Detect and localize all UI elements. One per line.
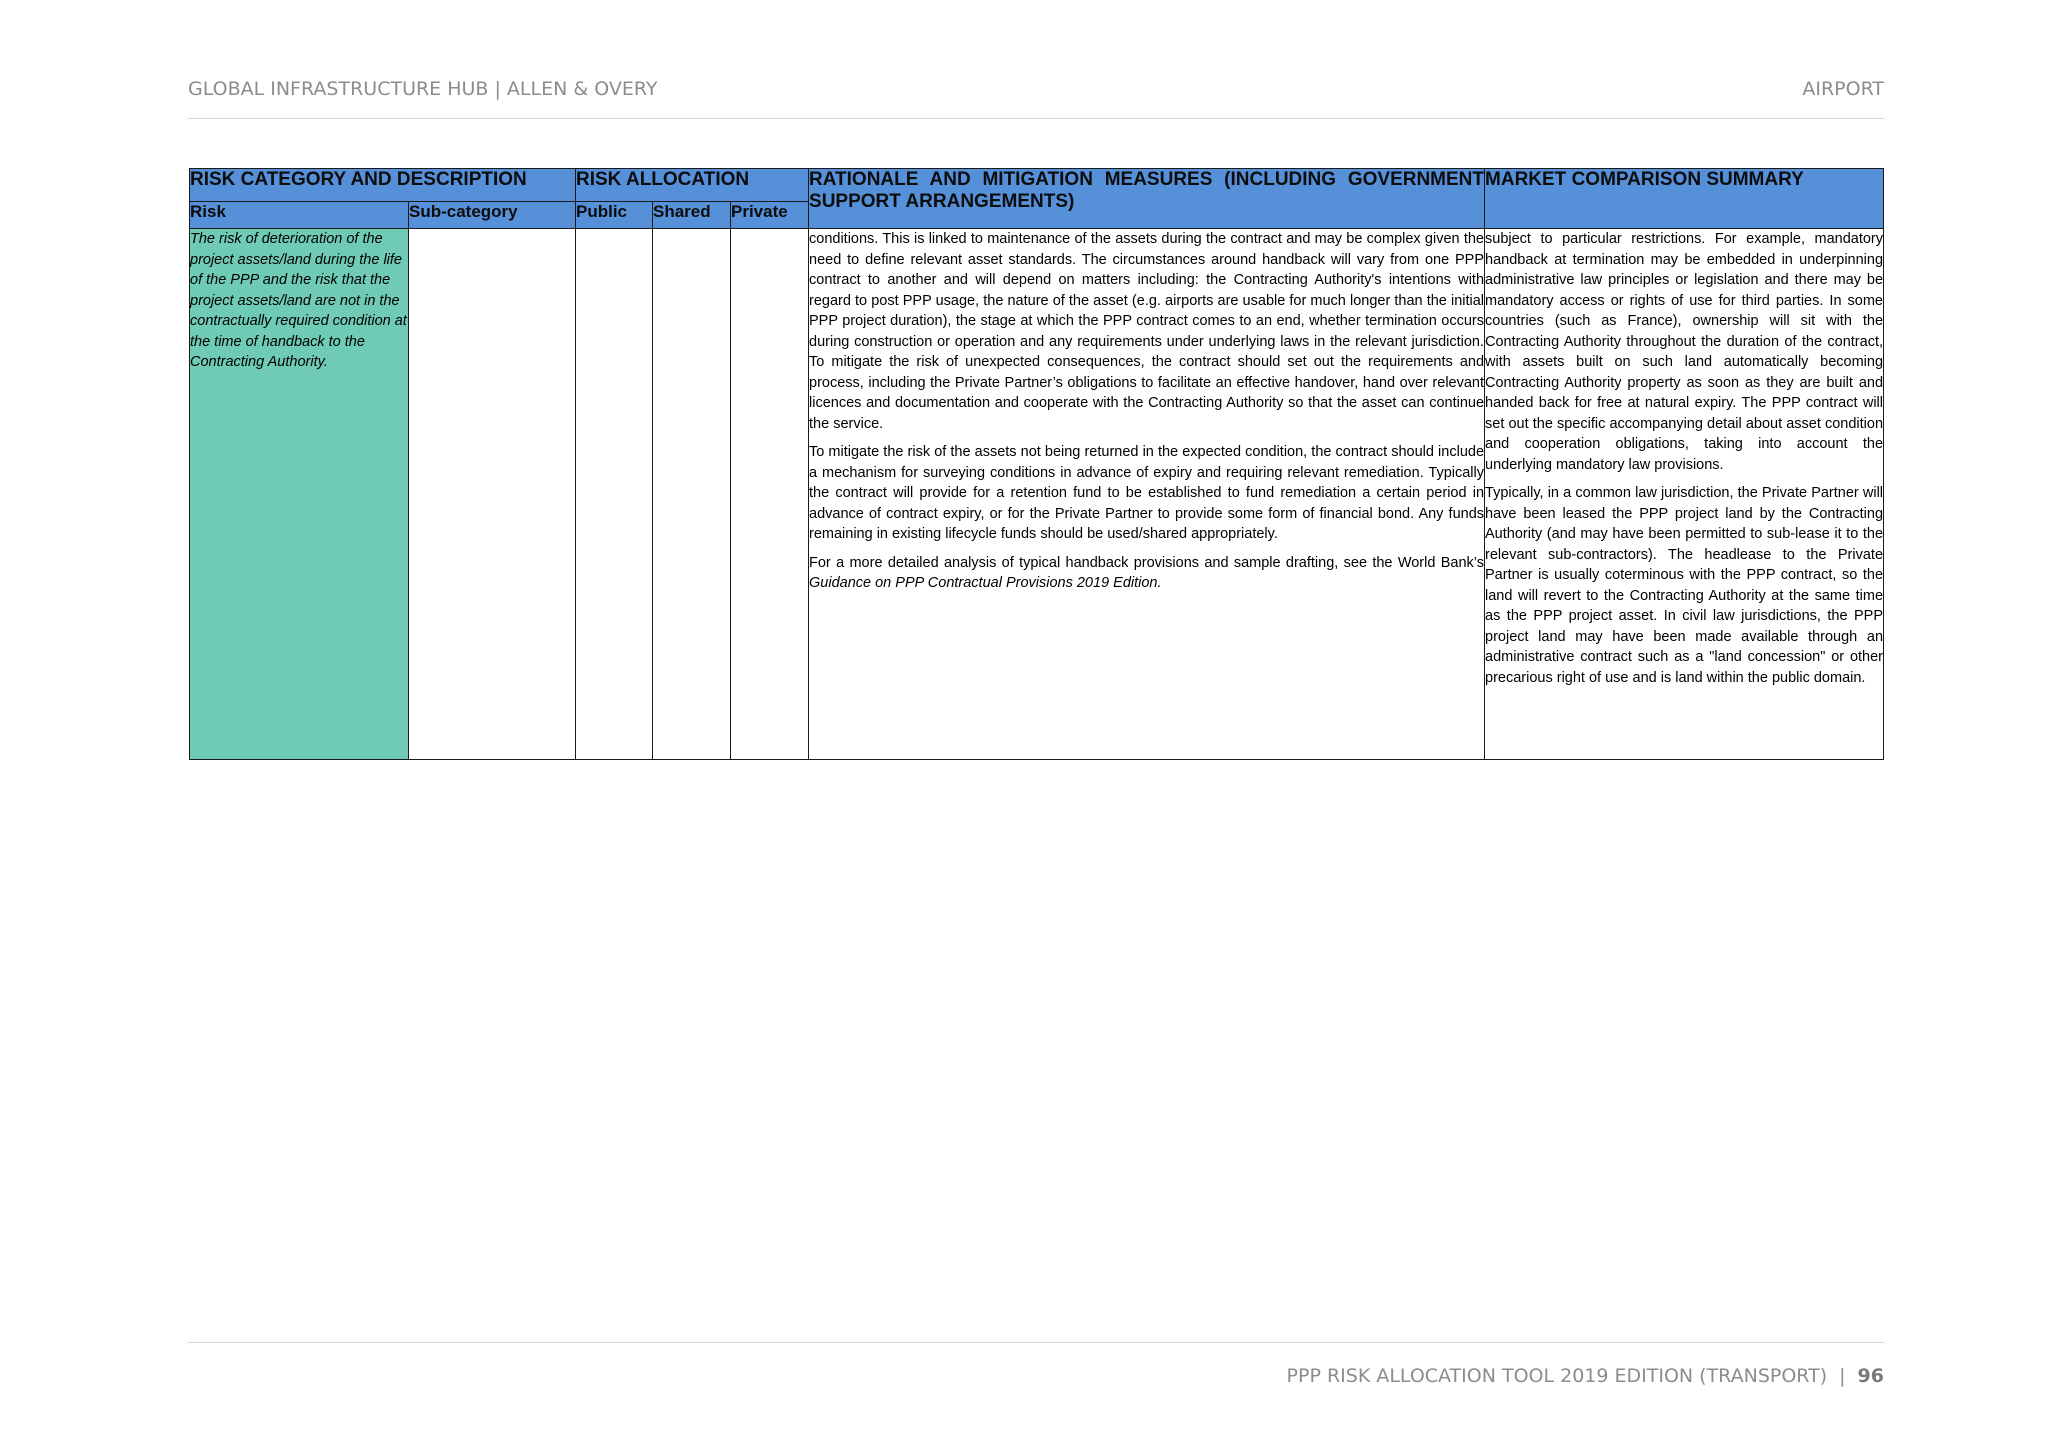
- guidance-reference: Guidance on PPP Contractual Provisions 2019 Edition.: [809, 575, 1162, 591]
- header-section-title: AIRPORT: [1802, 78, 1884, 100]
- header-risk: Risk: [190, 202, 409, 229]
- header-left-title: GLOBAL INFRASTRUCTURE HUB | ALLEN & OVERY: [188, 78, 658, 100]
- header-risk-allocation: RISK ALLOCATION: [576, 169, 809, 202]
- header-private: Private: [731, 202, 809, 229]
- market-comparison-cell: [1485, 229, 1884, 760]
- header-rationale: RATIONALE AND MITIGATION MEASURES (INCLUDING GOVERNMENT SUPPORT ARRANGEMENTS): [809, 169, 1485, 229]
- table-header-row-1: [190, 169, 1884, 202]
- rationale-cell: [809, 229, 1485, 760]
- header-shared: Shared: [653, 202, 731, 229]
- footer-separator: |: [1839, 1365, 1846, 1387]
- market-paragraph-1: subject to particular restrictions. For example, mandatory handback at termination may be embedded in underpinning administrative law principles or legislation and there may be mandatory access or rights of use for third parties. In some countries (such as France), ownership will sit with the Contracting Authority throughout the duration of the contract, with assets built on such land automatically becoming Contracting Authority property as soon as they are built and handed back for free at natural expiry. The PPP contract will set out the specific accompanying detail about asset condition and cooperation obligations, taking into account the underlying mandatory law provisions.: [1485, 231, 1884, 473]
- header-market-comparison: MARKET COMPARISON SUMMARY: [1485, 169, 1884, 229]
- subcategory-cell: [409, 229, 576, 760]
- footer-text: [1287, 1365, 1884, 1387]
- rationale-paragraph-3-text: For a more detailed analysis of typical handback provisions and sample drafting, see the World Bank’s: [809, 554, 1485, 571]
- header-risk-category: RISK CATEGORY AND DESCRIPTION: [190, 169, 576, 202]
- private-cell: [731, 229, 809, 760]
- table-row: [190, 229, 1884, 760]
- risk-table: [189, 168, 1884, 760]
- page-number: 96: [1857, 1365, 1884, 1387]
- rationale-paragraph-3: [809, 553, 1484, 594]
- footer-title: PPP RISK ALLOCATION TOOL 2019 EDITION (TRANSPORT): [1286, 1365, 1828, 1387]
- header-public: Public: [576, 202, 653, 229]
- rationale-paragraph-1: conditions. This is linked to maintenance of the assets during the contract and may be complex given the need to define relevant asset standards. The circumstances around handback will vary from one PPP contract to another and will depend on matters including: the Contracting Authority's intentions with regard to post PPP usage, the nature of the asset (e.g. airports are usable for much longer than the initial PPP project duration), the stage at which the PPP contract comes to an end, whether termination occurs during construction or operation and any requirements under underlying laws in the relevant jurisdiction. To mitigate the risk of unexpected consequences, the contract should set out the requirements and process, including the Private Partner’s obligations to facilitate an effective handover, hand over relevant licences and documentation and cooperate with the Contracting Authority so that the asset can continue the service.: [809, 231, 1485, 432]
- shared-cell: [653, 229, 731, 760]
- page-header: [188, 78, 1884, 119]
- public-cell: [576, 229, 653, 760]
- page-footer: [188, 1342, 1884, 1387]
- market-paragraph-2: Typically, in a common law jurisdiction, the Private Partner will have been leased the PPP project land by the Contracting Authority (and may have been permitted to sub-lease it to the relevant sub-contractors). The headlease to the Private Partner is usually coterminous with the PPP contract, so the land will revert to the Contracting Authority at the same time as the PPP project asset. In civil law jurisdictions, the PPP project land may have been made available through an administrative contract such as a "land concession" or other precarious right of use and is land within the public domain.: [1485, 485, 1884, 686]
- header-subcategory: Sub-category: [409, 202, 576, 229]
- rationale-paragraph-2: To mitigate the risk of the assets not being returned in the expected condition, the contract should include a mechanism for surveying conditions in advance of expiry and requiring relevant remediation. Typically the contract will provide for a retention fund to be established to fund remediation a certain period in advance of contract expiry, or for the Private Partner to provide some form of financial bond. Any funds remaining in existing lifecycle funds should be used/shared appropriately.: [809, 444, 1485, 542]
- risk-description-cell: The risk of deterioration of the project assets/land during the life of the PPP and the risk that the project assets/land are not in the contractually required condition at the time of handback to the Contracting Authority.: [190, 229, 409, 760]
